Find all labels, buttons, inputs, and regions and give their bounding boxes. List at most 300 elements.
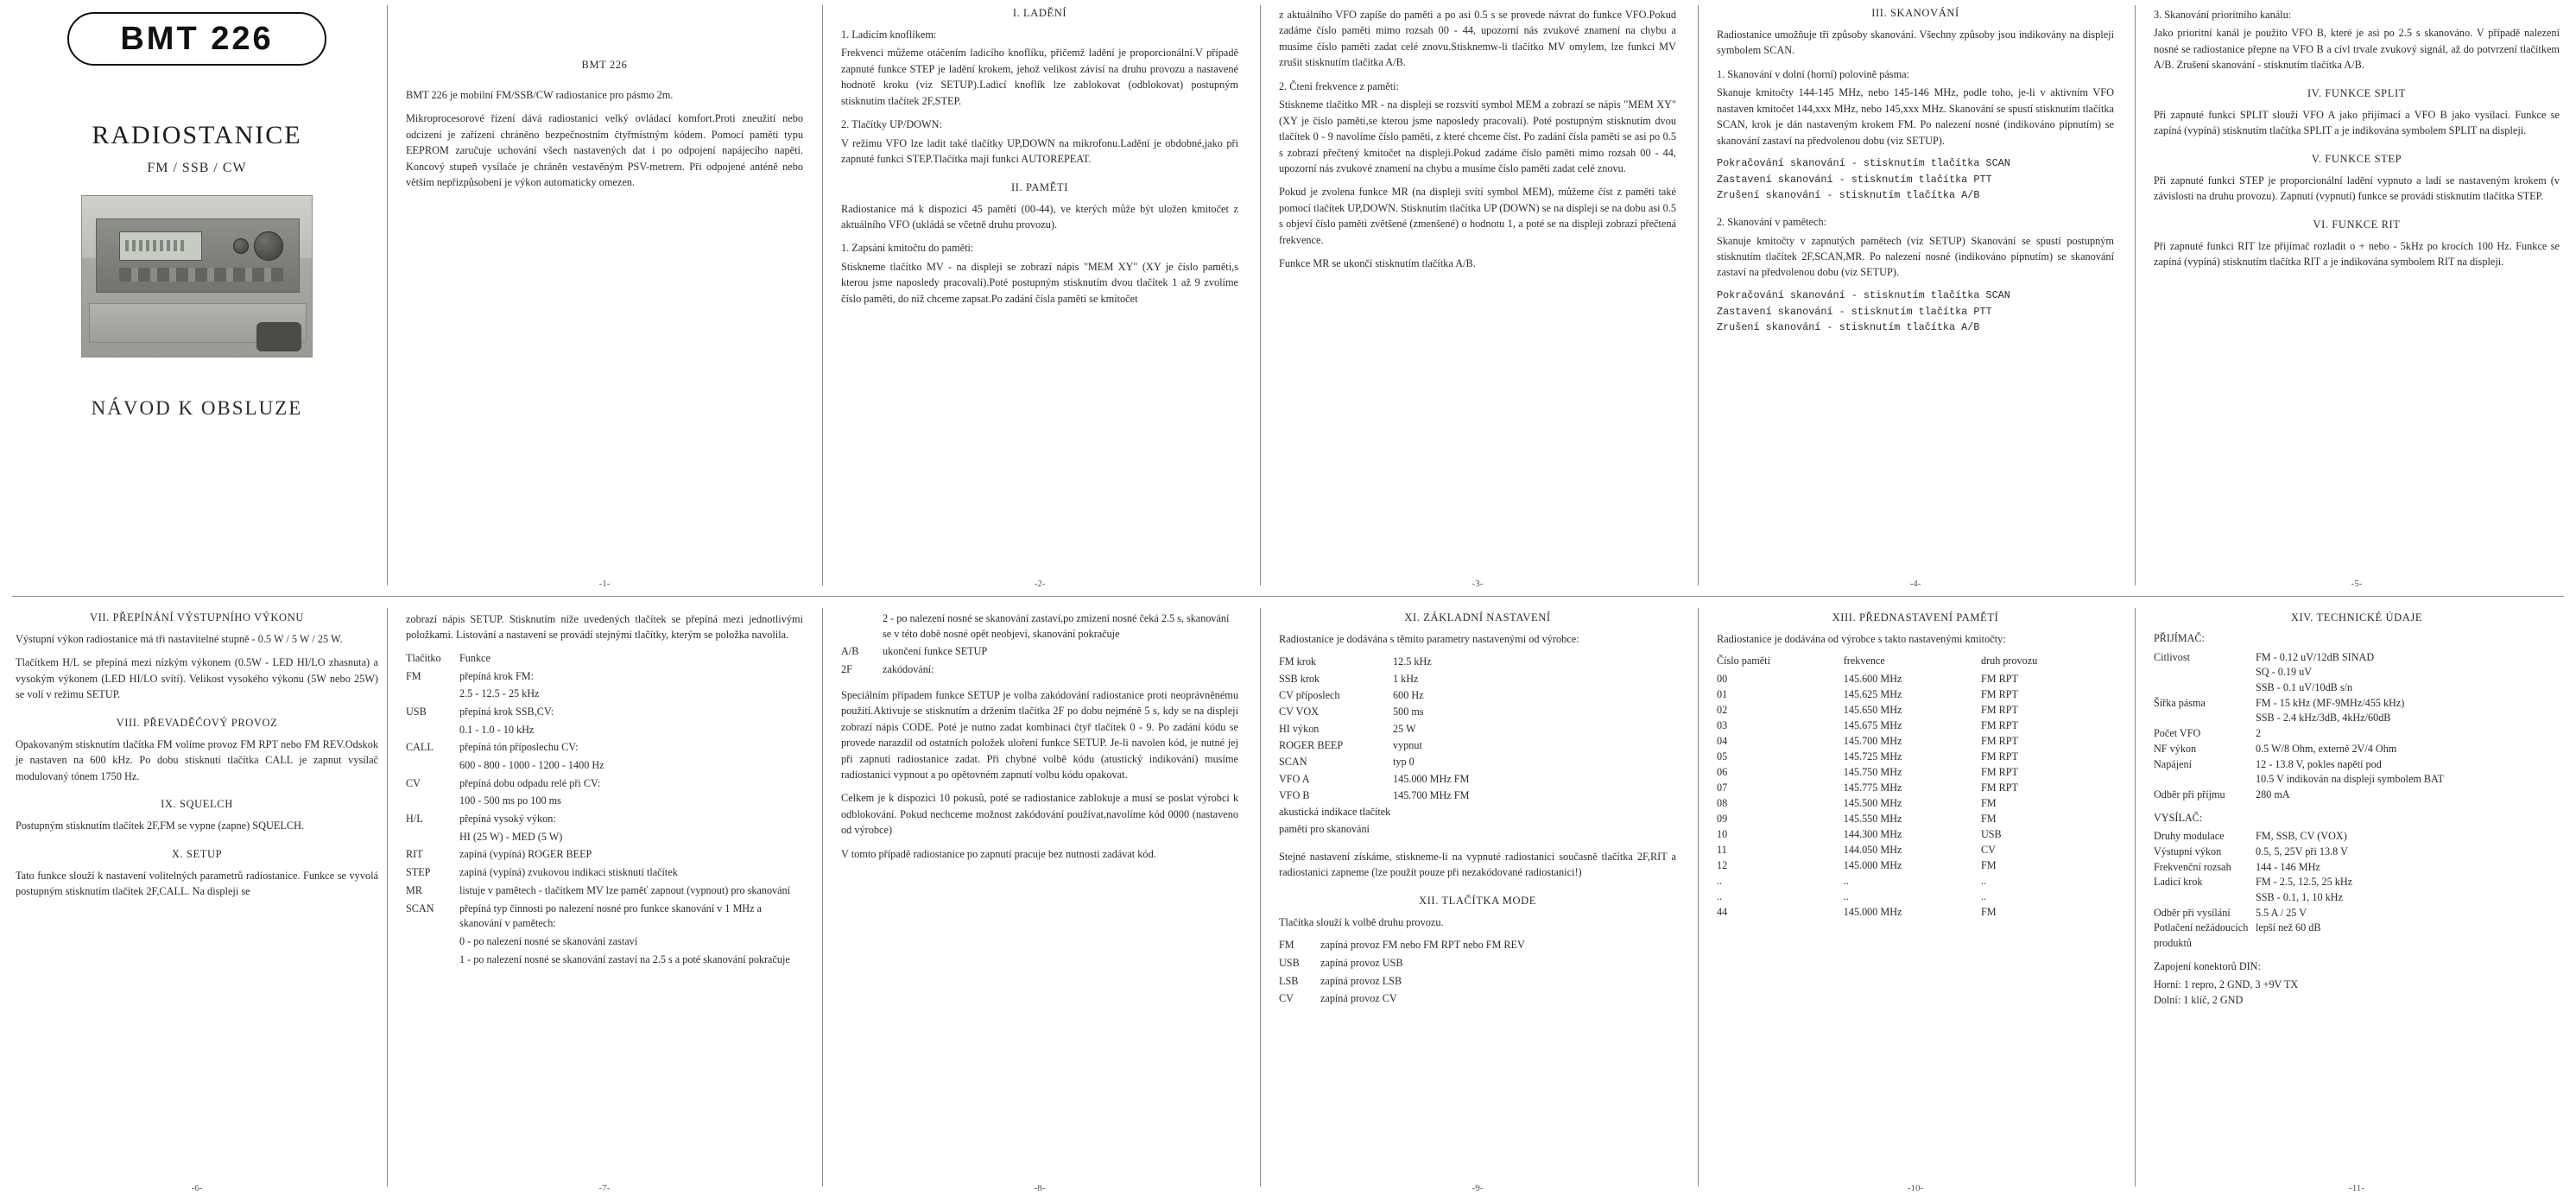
page-7: [406, 611, 803, 1192]
tech-label: Frekvenční rozsah: [2154, 860, 2231, 873]
row-value: listuje v pamětech - tlačítkem MV lze paměť zapnout (vypnout) pro skanování: [459, 883, 791, 896]
memory-number: 07: [1717, 782, 1728, 794]
table-row: [406, 776, 803, 794]
column-divider: [822, 608, 823, 1187]
row-key: [406, 830, 459, 848]
param-value: typ 0: [1393, 756, 1415, 769]
table-row: [406, 934, 803, 952]
table-row: [1717, 827, 2114, 843]
tech-value: 0.5 W/8 Ohm, externě 2V/4 Ohm: [2256, 742, 2397, 755]
row-key: SCAN: [406, 902, 434, 914]
tech-value: 12 - 13.8 V, pokles napětí pod: [2256, 757, 2382, 770]
cover-title: RADIOSTANICE: [92, 121, 302, 149]
row-value: HI (25 W) - MED (5 W): [459, 830, 563, 843]
paragraph: Výstupní výkon radiostanice má tři nastavitelné stupně - 0.5 W / 5 W / 25 W.: [16, 633, 343, 645]
column-divider: [822, 5, 823, 585]
product-logo: BMT 226: [67, 12, 326, 66]
tech-group-transmitter: [2154, 811, 2560, 952]
tech-value: FM - 0.12 uV/12dB SINAD: [2256, 650, 2375, 663]
param-value: vypnut: [1393, 739, 1422, 752]
frequency: 145.625 MHz: [1843, 688, 1902, 701]
page-number: -7-: [598, 1183, 611, 1193]
table-row: [406, 669, 803, 687]
row-key: STEP: [406, 866, 431, 879]
memory-number: 04: [1717, 735, 1728, 748]
paragraph: Skanuje kmitočty v zapnutých pamětech (viz SETUP) Skanování se spustí postupným stisknutím tlačítek 2F,SCAN,MR. Po nalezení nosné (indikováno pípnutím) se skanování zastaví na předvolenou dobu (viz SETUP).: [1717, 234, 2114, 279]
col-header-button: Tlačítko: [406, 651, 441, 664]
row-key: FM: [406, 669, 421, 682]
section-heading: IV. FUNKCE SPLIT: [2307, 86, 2406, 99]
tech-value: lepší než 60 dB: [2256, 921, 2321, 934]
tech-row: [2154, 742, 2560, 757]
page-8: [841, 611, 1238, 1192]
col-header-memory-number: Číslo paměti: [1717, 655, 1770, 668]
table-row: [1717, 781, 2114, 796]
table-row: [406, 847, 803, 865]
table-row: [406, 723, 803, 741]
paragraph: Stiskneme tlačítko MV - na displeji se zobrazí nápis "MEM XY" (XY je číslo paměti,s kterou jsme naposledy pracovali).Poté postupným stisknutím dvou tlačítek 1 až 9 zvolíme číslo paměti, do níž chceme zapsat.Po zadání čísla paměti se kmitočet: [841, 260, 1238, 305]
tech-label: Odběr při vysílání: [2154, 906, 2231, 919]
param-name: HI výkon: [1279, 722, 1320, 735]
table-row: [406, 794, 803, 812]
section-heading: VII. PŘEPÍNÁNÍ VÝSTUPNÍHO VÝKONU: [90, 611, 304, 623]
param-value: 600 Hz: [1393, 689, 1424, 702]
memory-number: 10: [1717, 828, 1728, 841]
tech-label: [2154, 890, 2256, 906]
section-heading: X. SETUP: [171, 847, 223, 860]
paragraph: Celkem je k dispozici 10 pokusů, poté se radiostanice zablokuje a musí se poslat výrobci k odblokování. Pokud nechceme možnost zakódování používat,navolíme kód 0000 (nastaveno od výrobce): [841, 792, 1238, 837]
tech-value: 0.5, 5, 25V při 13.8 V: [2256, 845, 2348, 857]
row-value: přepíná dobu odpadu relé při CV:: [459, 776, 601, 789]
paragraph: V režimu VFO lze ladit také tlačítky UP,DOWN na mikrofonu.Ladění je obdobné,jako při zapnuté funkci STEP.Tlačítka mají funkci AUTOREPEAT.: [841, 136, 1238, 166]
row-key: CV: [1279, 992, 1294, 1005]
tech-row: [2154, 875, 2560, 890]
row-key: [841, 611, 883, 644]
paragraph: Skanuje kmitočty 144-145 MHz, nebo 145-146 MHz, podle toho, je-li v aktivním VFO nastaven kmitočet 144,xxx MHz, nebo 145,xxx MHz. Skanování se spustí stisknutím tlačítka SCAN, krok je dán nastaveným krokem FM. Po nalezení nosné (indikováno pípnutím) se skanování zastaví na předvolenou dobu (viz SETUP).: [1717, 86, 2114, 147]
tech-value: 2: [2256, 727, 2262, 740]
frequency: 145.550 MHz: [1843, 813, 1902, 826]
row-key: [406, 723, 459, 741]
param-name: CV příposlech: [1279, 689, 1340, 702]
table-row: [1717, 765, 2114, 781]
frequency: ..: [1843, 890, 1849, 902]
tech-value: 280 mA: [2256, 788, 2290, 800]
paragraph: Tato funkce slouží k nastavení volitelných parametrů radiostanice. Funkce se vyvolá postupným stisknutím tlačítek 2F,CALL. Na displeji se: [16, 869, 378, 897]
table-row: [1279, 991, 1676, 1009]
paragraph: Frekvenci můžeme otáčením ladicího knoflíku, přičemž ladění je proporcionální.V případě zapnuté funkce STEP je ladění krokem, jehož velikost závisí na druhu provozu a nastavené hodnotě kroku (viz SETUP).Ladicí knoflík lze zablokovat (odblokovat) postupným stisknutím tlačítek 2F,STEP.: [841, 47, 1238, 107]
row-value: 100 - 500 ms po 100 ms: [459, 794, 561, 807]
frequency: 144.300 MHz: [1843, 828, 1902, 841]
tech-row: [2154, 665, 2560, 680]
row-key: [406, 952, 459, 971]
tech-group-connectors: [2154, 959, 2560, 1009]
col-header-function: Funkce: [459, 651, 491, 664]
table-row: [1279, 688, 1676, 705]
section-heading: XIII. PŘEDNASTAVENÍ PAMĚTÍ: [1832, 611, 1999, 623]
frequency: 145.675 MHz: [1843, 719, 1902, 732]
paragraph: Tlačítka slouží k volbě druhu provozu.: [1279, 915, 1444, 928]
tech-label: [2154, 772, 2256, 788]
row-key: CALL: [406, 741, 434, 754]
frequency: 145.000 MHz: [1843, 859, 1902, 872]
section-heading: IX. SQUELCH: [161, 798, 233, 811]
table-row: [1279, 938, 1676, 956]
list-item: Zrušení skanování - stisknutím tlačítka A/B: [1717, 189, 1980, 202]
row-value: zakódování:: [883, 663, 934, 676]
tech-value: Horní: 1 repro, 2 GND, 3 +9V TX: [2154, 978, 2299, 991]
param-value: 145.000 MHz FM: [1393, 772, 1470, 785]
table-row: [1279, 655, 1676, 671]
row-value: ukončení funkce SETUP: [883, 645, 988, 658]
tech-value: FM, SSB, CV (VOX): [2256, 830, 2347, 843]
memory-number: 09: [1717, 813, 1728, 826]
tech-label: [2154, 680, 2256, 696]
param-value: 500 ms: [1393, 706, 1424, 718]
row-value: zapíná provoz CV: [1320, 992, 1397, 1005]
list-item: Pokračování skanování - stisknutím tlačítka SCAN: [1717, 157, 2010, 170]
memory-number: 44: [1717, 905, 1728, 918]
tech-row: [2154, 978, 2560, 993]
frequency: 145.000 MHz: [1843, 905, 1902, 918]
table-row: [841, 662, 1238, 680]
frequency: ..: [1843, 875, 1849, 888]
paragraph: Při zapnuté funkci STEP je proporcionální ladění vypnuto a ladí se nastaveným krokem (v závislosti na druhu provozu). Zapnutí (vypnutí) funkce se provádí stisknutím tlačítka STEP.: [2154, 174, 2560, 203]
table-row: [1279, 822, 1676, 838]
row-value: zapíná provoz FM nebo FM RPT nebo FM REV: [1320, 939, 1525, 952]
tech-label: Napájení: [2154, 757, 2192, 770]
paragraph: Opakovaným stisknutím tlačítka FM volíme provoz FM RPT nebo FM REV.Odskok je nastaven na 600 kHz. Po dobu stisknutí tlačítka CALL je zapnut vysílač modulovaný tónem 1750 Hz.: [16, 737, 378, 782]
tech-label: Ladicí krok: [2154, 876, 2203, 889]
subsection-heading: 3. Skanování prioritního kanálu:: [2154, 9, 2292, 21]
param-name: SCAN: [1279, 756, 1307, 769]
tech-row: [2154, 772, 2560, 788]
section-heading: VI. FUNKCE RIT: [2313, 218, 2401, 231]
row-key: A/B: [841, 645, 859, 658]
table-header-row: [406, 651, 803, 669]
mode: FM: [1980, 905, 1997, 918]
table-row: [406, 740, 803, 758]
section-heading: V. FUNKCE STEP: [2311, 152, 2402, 165]
paragraph: Stiskneme tlačítko MR - na displeji se rozsvítí symbol MEM a zobrazí se nápis "MEM XY" (XY je číslo paměti,se kterou jsme naposledy pracovali). Poté postupným stisknutím dvou tlačítek 0 - 9 navolíme číslo paměti, z které chceme číst. Po zadání čísla paměti se asi po 0.5 s zobrazí přečtený kmitočet na displeji.Pokud zadáme číslo paměti mimo rozsah 00 - 44, upozorní nás zvukové znamení na chybu a musíme číslo paměti zadat celé znovu.: [1279, 98, 1676, 174]
frequency: 145.700 MHz: [1843, 735, 1902, 748]
param-name: FM krok: [1279, 655, 1317, 668]
frequency: 145.750 MHz: [1843, 766, 1902, 779]
page-11: [2154, 611, 2560, 1192]
tech-label: [2154, 711, 2256, 726]
page-4: [1717, 7, 2114, 587]
mode: FM RPT: [1980, 688, 2018, 701]
frequency: 145.600 MHz: [1843, 673, 1902, 686]
mode: ..: [1980, 890, 1987, 902]
page-9: [1279, 611, 1676, 1192]
page-6: [16, 611, 378, 1192]
table-row: [1279, 805, 1676, 821]
tech-row: [2154, 757, 2560, 773]
tech-value: Dolní: 1 klíč, 2 GND: [2154, 994, 2244, 1007]
section-heading: XIV. TECHNICKÉ ÚDAJE: [2290, 611, 2423, 623]
param-name: paměti pro skanování: [1279, 822, 1370, 835]
tech-label: NF výkon: [2154, 742, 2197, 755]
tech-row: [2154, 890, 2560, 906]
tech-row: [2154, 680, 2560, 696]
tech-row: [2154, 829, 2560, 845]
table-row: [1279, 788, 1676, 805]
table-row: [406, 705, 803, 723]
setup-buttons-table-cont: [841, 611, 1238, 680]
photo-display: [119, 231, 202, 261]
technical-data: [2154, 631, 2560, 1009]
paragraph: Při zapnuté funkci SPLIT slouží VFO A jako přijímací a VFO B jako vysílací. Funkce se zapíná (vypíná) stisknutím tlačítka SPLIT a je indikována symbolem SPLIT na displeji.: [2154, 108, 2560, 137]
row-key: FM: [1279, 939, 1294, 952]
memory-number: 11: [1717, 844, 1727, 857]
tech-value: 5.5 A / 25 V: [2256, 906, 2307, 919]
photo-front-panel: [96, 218, 300, 293]
memory-number: ..: [1717, 890, 1723, 902]
table-row: [841, 611, 1238, 644]
section-heading: II. PAMĚTI: [1011, 180, 1068, 193]
tech-row: [2154, 696, 2560, 712]
subsection-heading: 1. Ladicím knoflíkem:: [841, 28, 937, 41]
tech-label: Výstupní výkon: [2154, 845, 2222, 857]
paragraph: Speciálním případem funkce SETUP je volba zakódování radiostanice proti neoprávněnému použití.Aktivuje se stisknutím a držením tlačítka 2F po dobu nejméně 5 s, kdy se na displeji zobrazí nápis CODE. Poté je nutno zadat kombinaci čtyř tlačítek 0 - 9. Po zadání kódu se provede narazdil od ostatních položek uloření funkce SETUP. Je-li navolen kód, je nutné jej při zapnutí radiostanice zadat. Při chybné volbě kódu (atustický indikování) musíme radiostanici vypnout a po opětovném zapnutí volbu kódu opakovat.: [841, 688, 1238, 781]
row-value: zapíná provoz LSB: [1320, 974, 1402, 987]
page-number: -6-: [191, 1183, 203, 1193]
col-header-frequency: frekvence: [1843, 655, 1885, 668]
page-number: -2-: [1034, 579, 1046, 589]
page-number: -4-: [1909, 579, 1921, 589]
memory-number: 00: [1717, 673, 1728, 686]
frequency: 145.775 MHz: [1843, 782, 1902, 794]
row-key: CV: [406, 776, 421, 789]
frequency: 145.725 MHz: [1843, 750, 1902, 763]
tech-value: FM - 2.5, 12.5, 25 kHz: [2256, 876, 2353, 889]
table-row: [1717, 672, 2114, 687]
list-item: Pokračování skanování - stisknutím tlačítka SCAN: [1717, 288, 2010, 301]
setup-buttons-table: [406, 651, 803, 970]
row-value: zapíná provoz USB: [1320, 957, 1403, 970]
table-header-row: [1717, 655, 2114, 672]
param-name: ROGER BEEP: [1279, 739, 1344, 752]
tech-row: [2154, 650, 2560, 666]
paragraph: Stejné nastavení získáme, stiskneme-li na vypnuté radiostanici současně tlačítka 2F,RIT a radiostanici zapneme (lze použít pouze při nezakódované radiostanici!): [1279, 851, 1676, 879]
page-number: -1-: [598, 579, 611, 589]
row-key: USB: [406, 705, 427, 718]
tech-value: SSB - 2.4 kHz/3dB, 4kHz/60dB: [2256, 712, 2391, 725]
paragraph: Pokud je zvolena funkce MR (na displeji svítí symbol MEM), můžeme číst z paměti také pomocí tlačítek UP,DOWN. Stisknutím tlačítka UP (DOWN) se na displeji se na dobu asi 0.5 s objeví číslo paměti zvětšené (zmenšené) o hodnotu 1, a poté se na displeji zobrazí přečtená frekvence.: [1279, 186, 1676, 246]
row-value: přepíná typ činnosti po nalezení nosné pro funkce skanování v 1 MHz a skanování v pamětech:: [459, 902, 762, 930]
param-value: 145.700 MHz FM: [1393, 789, 1470, 802]
section-heading: I. LADĚNÍ: [1012, 7, 1067, 19]
mode: ..: [1980, 875, 1987, 888]
row-value: 0 - po nalezení nosné se skanování zastaví: [459, 934, 638, 947]
list-item: Zastavení skanování - stisknutím tlačítka PTT: [1717, 305, 1992, 318]
row-value: přepíná krok FM:: [459, 669, 534, 682]
row-key: [406, 794, 459, 812]
photo-button-row: [119, 268, 283, 282]
tech-row: [2154, 726, 2560, 742]
row-value: přepíná vysoký výkon:: [459, 813, 556, 826]
frequency: 145.500 MHz: [1843, 797, 1902, 810]
tech-group-receiver: [2154, 631, 2560, 803]
tech-label: Potlačení nežádoucích produktů: [2154, 921, 2249, 950]
param-name: VFO A: [1279, 772, 1310, 785]
table-row: [406, 830, 803, 848]
table-row: [1279, 956, 1676, 974]
paragraph: Postupným stisknutím tlačítek 2F,FM se vypne (zapne) SQUELCH.: [16, 819, 305, 832]
param-name: SSB krok: [1279, 672, 1320, 685]
mode: FM RPT: [1980, 766, 2018, 779]
mode: FM RPT: [1980, 750, 2018, 763]
cover: [16, 7, 378, 577]
subsection-heading: 2. Skanování v pamětech:: [1717, 216, 1827, 229]
row-value: 600 - 800 - 1000 - 1200 - 1400 Hz: [459, 759, 604, 771]
table-row: [1279, 974, 1676, 992]
table-row: [1717, 687, 2114, 703]
column-divider: [1260, 608, 1261, 1187]
row-key: 2F: [841, 663, 852, 676]
mode: FM RPT: [1980, 704, 2018, 717]
photo-volume-knob: [233, 238, 249, 254]
mode: FM: [1980, 797, 1997, 810]
memory-number: 05: [1717, 750, 1728, 763]
mode: USB: [1980, 828, 2002, 841]
table-row: [1717, 703, 2114, 718]
table-row: [406, 952, 803, 971]
table-row: [1717, 718, 2114, 734]
column-divider: [387, 5, 388, 585]
frequency: 144.050 MHz: [1843, 844, 1902, 857]
table-row: [406, 902, 803, 934]
subsection-heading: 2. Čtení frekvence z paměti:: [1279, 79, 1399, 92]
tech-row: [2154, 788, 2560, 803]
row-value: 2.5 - 12.5 - 25 kHz: [459, 687, 540, 700]
memory-number: 06: [1717, 766, 1728, 779]
table-row: [1717, 889, 2114, 905]
memory-number: 02: [1717, 704, 1728, 717]
table-row: [1279, 772, 1676, 788]
row-key: H/L: [406, 813, 423, 826]
paragraph: Tlačítkem H/L se přepíná mezi nízkým výkonem (0.5W - LED HI/LO zhasnuta) a vysokým výkonem (LED HI/LO svítí). Velikost vysokého výkonu (5W nebo 25W) se volí v režimu SETUP.: [16, 656, 378, 701]
tech-label: Citlivost: [2154, 650, 2190, 663]
table-row: [1717, 874, 2114, 889]
top-band: [0, 0, 2576, 596]
tech-row: [2154, 993, 2560, 1009]
row-value: 2 - po nalezení nosné se skanování zastaví,po zmizení nosné čeká 2.5 s, skanování se v této době nosné opět neobjeví, skanování pokračuje: [883, 612, 1230, 640]
paragraph: z aktuálního VFO zapíše do paměti a po asi 0.5 s se provede návrat do funkce VFO.Pokud zadáme číslo paměti mimo rozsah 00 - 44, upozorní nás zvukové znamení na chybu a musíme číslo paměti zadat celé znovu.Stisknemw-li tlačítko MV omylem, lze funkci MV zrušit stisknutím tlačítka A/B.: [1279, 9, 1676, 69]
radio-photo: [81, 195, 313, 358]
page-1: [406, 7, 803, 587]
photo-tuning-knob: [254, 231, 283, 261]
section-heading: XI. ZÁKLADNÍ NASTAVENÍ: [1404, 611, 1551, 623]
tech-row: [2154, 906, 2560, 921]
col-header-mode: druh provozu: [1980, 655, 2038, 668]
mode: FM RPT: [1980, 735, 2018, 748]
paragraph: V tomto případě radiostanice po zapnutí pracuje bez nutnosti zadávat kód.: [841, 847, 1156, 860]
tech-value: FM - 15 kHz (MF-9MHz/455 kHz): [2256, 696, 2405, 709]
paragraph: Jako prioritní kanál je použito VFO B, které je asi po 2.5 s skanováno. V případě nalezení nosné se radiostanice přepne na VFO B a cívl trvale zvukový signál, až do potvrzení tlačítkem A/B. Zrušení skanování - stisknutím tlačítka A/B.: [2154, 27, 2560, 72]
page-number: -5-: [2351, 579, 2363, 589]
table-row: [1279, 672, 1676, 688]
row-key: [406, 758, 459, 776]
photo-microphone: [256, 322, 301, 351]
mode: FM: [1980, 859, 1997, 872]
section-heading: VIII. PŘEVADĚČOVÝ PROVOZ: [116, 716, 278, 729]
row-value: přepíná tón příposlechu CV:: [459, 741, 579, 754]
table-row: [406, 883, 803, 902]
table-row: [1279, 738, 1676, 755]
tech-row: [2154, 845, 2560, 860]
mode: FM RPT: [1980, 673, 2018, 686]
tech-value: 144 - 146 MHz: [2256, 860, 2320, 873]
table-row: [1717, 858, 2114, 874]
tech-label: Šířka pásma: [2154, 696, 2206, 709]
page-5: [2154, 7, 2560, 587]
table-row: [1717, 734, 2114, 750]
table-row: [1717, 812, 2114, 827]
tech-label: Odběr při příjmu: [2154, 788, 2225, 800]
page-1-title: BMT 226: [581, 59, 628, 71]
memory-number: ..: [1717, 875, 1723, 888]
column-divider: [1260, 5, 1261, 585]
cover-bottom-title: NÁVOD K OBSLUZE: [91, 397, 303, 419]
band-divider: [12, 596, 2564, 597]
paragraph: Radiostanice umožňuje tři způsoby skanování. Všechny způsoby jsou indikovány na displeji symbolem SCAN.: [1717, 28, 2114, 57]
tech-label: [2154, 665, 2256, 680]
row-value: přepíná krok SSB,CV:: [459, 705, 554, 718]
group-title: Zapojení konektorů DIN:: [2154, 959, 2261, 972]
default-parameters-table: [1279, 655, 1676, 838]
row-key: MR: [406, 883, 422, 896]
paragraph: Radiostanice je dodávána s těmito parametry nastavenými od výrobce:: [1279, 633, 1579, 645]
memory-number: 12: [1717, 859, 1728, 872]
page-number: -3-: [1472, 579, 1484, 589]
table-row: [841, 644, 1238, 662]
tech-value: SQ - 0.19 uV: [2256, 666, 2313, 679]
row-key: RIT: [406, 848, 423, 861]
subsection-heading: 1. Skanování v dolní (horní) polovině pásma:: [1717, 67, 1910, 80]
page-number: -9-: [1472, 1183, 1484, 1193]
table-row: [1279, 722, 1676, 738]
row-key: [406, 934, 459, 952]
param-value: 12.5 kHz: [1393, 655, 1432, 668]
param-value: 1 kHz: [1393, 672, 1419, 685]
frequency: 145.650 MHz: [1843, 704, 1902, 717]
tech-label: Počet VFO: [2154, 727, 2201, 740]
subsection-heading: 1. Zapsání kmitočtu do paměti:: [841, 242, 974, 255]
row-key: LSB: [1279, 974, 1299, 987]
tech-row: [2154, 711, 2560, 726]
tech-row: [2154, 921, 2560, 951]
row-value: zapíná (vypíná) ROGER BEEP: [459, 848, 592, 861]
table-row: [406, 687, 803, 705]
page-3: [1279, 7, 1676, 587]
row-value: 1 - po nalezení nosné se skanování zastaví na 2.5 s a poté skanování pokračuje: [459, 952, 790, 965]
group-title: VYSÍLAČ:: [2154, 811, 2203, 824]
tech-label: Druhy modulace: [2154, 830, 2225, 843]
tech-value: 10.5 V indikován na displeji symbolem BAT: [2256, 773, 2444, 786]
subsection-heading: 2. Tlačítky UP/DOWN:: [841, 118, 942, 131]
paragraph: zobrazí nápis SETUP. Stisknutím níže uvedených tlačítek se přepíná mezi jednotlivými položkami. Listování a nastavení se provádí stejnými tlačítky, kterým se položka navolila.: [406, 613, 803, 642]
table-row: [406, 865, 803, 883]
memory-preset-table: [1717, 655, 2114, 921]
page-2: [841, 7, 1238, 587]
mode-buttons-table: [1279, 938, 1676, 1009]
cover-subtitle: FM / SSB / CW: [147, 161, 247, 175]
column-divider: [1698, 608, 1699, 1187]
table-row: [406, 812, 803, 830]
list-item: Zastavení skanování - stisknutím tlačítka PTT: [1717, 173, 1992, 186]
section-heading: XII. TLAČÍTKA MODE: [1419, 894, 1536, 907]
